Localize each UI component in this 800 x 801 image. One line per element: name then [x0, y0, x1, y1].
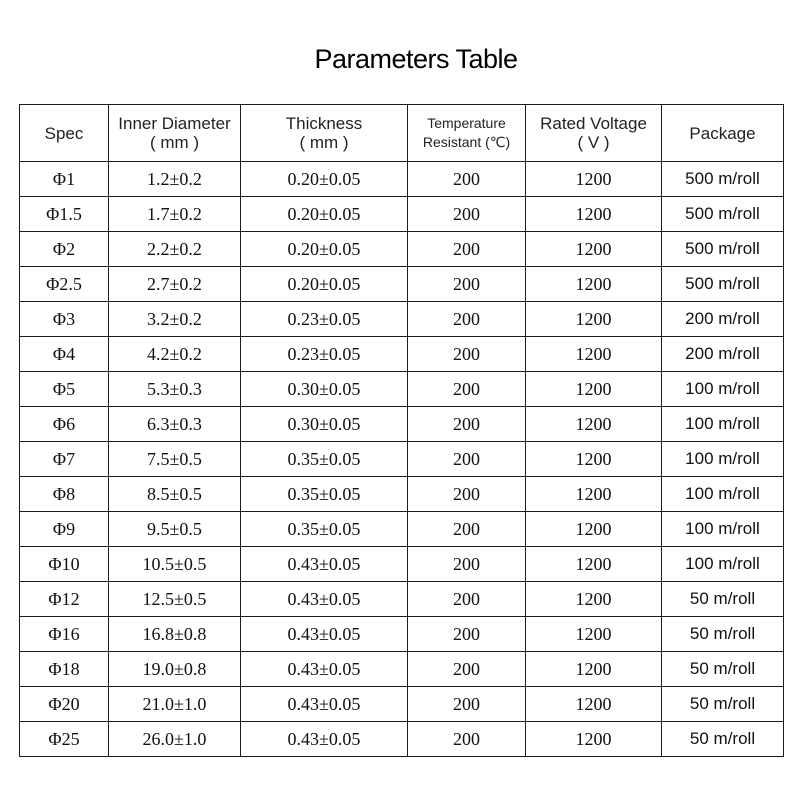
- table-row: [20, 547, 784, 582]
- cell-temperature: 200: [408, 407, 526, 442]
- cell-spec: Φ7: [20, 442, 109, 477]
- cell-spec: Φ6: [20, 407, 109, 442]
- header-thickness: [241, 105, 408, 162]
- cell-temperature: 200: [408, 442, 526, 477]
- table-row: [20, 442, 784, 477]
- table-row: [20, 162, 784, 197]
- cell-spec: Φ2: [20, 232, 109, 267]
- cell-spec: Φ3: [20, 302, 109, 337]
- cell-spec: Φ1: [20, 162, 109, 197]
- header-rated-voltage-label: Rated Voltage: [540, 114, 647, 133]
- cell-thickness: 0.20±0.05: [241, 197, 408, 232]
- cell-inner-diameter: 16.8±0.8: [109, 617, 241, 652]
- cell-rated-voltage: 1200: [526, 267, 662, 302]
- header-temperature-label: Temperature: [427, 115, 506, 131]
- cell-package: 100 m/roll: [662, 407, 784, 442]
- cell-temperature: 200: [408, 547, 526, 582]
- header-package-label: Package: [689, 123, 756, 143]
- cell-thickness: 0.43±0.05: [241, 722, 408, 757]
- cell-inner-diameter: 8.5±0.5: [109, 477, 241, 512]
- cell-spec: Φ2.5: [20, 267, 109, 302]
- header-inner-diameter-unit: ( mm ): [149, 133, 200, 152]
- cell-package: 100 m/roll: [662, 442, 784, 477]
- table-row: [20, 372, 784, 407]
- table-header: [20, 105, 784, 162]
- cell-temperature: 200: [408, 652, 526, 687]
- cell-temperature: 200: [408, 162, 526, 197]
- header-spec: [20, 105, 109, 162]
- cell-spec: Φ18: [20, 652, 109, 687]
- header-package: [662, 105, 784, 162]
- cell-spec: Φ20: [20, 687, 109, 722]
- cell-package: 100 m/roll: [662, 372, 784, 407]
- cell-inner-diameter: 2.7±0.2: [109, 267, 241, 302]
- cell-rated-voltage: 1200: [526, 547, 662, 582]
- cell-rated-voltage: 1200: [526, 372, 662, 407]
- cell-spec: Φ12: [20, 582, 109, 617]
- cell-package: 200 m/roll: [662, 302, 784, 337]
- cell-package: 200 m/roll: [662, 337, 784, 372]
- cell-spec: Φ25: [20, 722, 109, 757]
- cell-inner-diameter: 19.0±0.8: [109, 652, 241, 687]
- cell-thickness: 0.43±0.05: [241, 582, 408, 617]
- cell-inner-diameter: 1.7±0.2: [109, 197, 241, 232]
- cell-temperature: 200: [408, 477, 526, 512]
- cell-thickness: 0.43±0.05: [241, 652, 408, 687]
- cell-package: 50 m/roll: [662, 617, 784, 652]
- cell-thickness: 0.35±0.05: [241, 442, 408, 477]
- cell-package: 50 m/roll: [662, 722, 784, 757]
- cell-spec: Φ9: [20, 512, 109, 547]
- cell-package: 100 m/roll: [662, 512, 784, 547]
- cell-temperature: 200: [408, 512, 526, 547]
- cell-spec: Φ8: [20, 477, 109, 512]
- cell-temperature: 200: [408, 302, 526, 337]
- table-row: [20, 232, 784, 267]
- cell-thickness: 0.30±0.05: [241, 407, 408, 442]
- cell-inner-diameter: 26.0±1.0: [109, 722, 241, 757]
- cell-package: 500 m/roll: [662, 232, 784, 267]
- cell-rated-voltage: 1200: [526, 687, 662, 722]
- cell-rated-voltage: 1200: [526, 617, 662, 652]
- cell-temperature: 200: [408, 687, 526, 722]
- cell-spec: Φ10: [20, 547, 109, 582]
- cell-spec: Φ5: [20, 372, 109, 407]
- cell-package: 500 m/roll: [662, 267, 784, 302]
- header-thickness-label: Thickness: [285, 114, 363, 133]
- cell-temperature: 200: [408, 197, 526, 232]
- cell-temperature: 200: [408, 372, 526, 407]
- table-row: [20, 267, 784, 302]
- cell-inner-diameter: 12.5±0.5: [109, 582, 241, 617]
- cell-thickness: 0.43±0.05: [241, 547, 408, 582]
- cell-thickness: 0.20±0.05: [241, 162, 408, 197]
- cell-rated-voltage: 1200: [526, 582, 662, 617]
- cell-rated-voltage: 1200: [526, 722, 662, 757]
- cell-rated-voltage: 1200: [526, 407, 662, 442]
- cell-rated-voltage: 1200: [526, 302, 662, 337]
- cell-inner-diameter: 4.2±0.2: [109, 337, 241, 372]
- header-temperature: [408, 105, 526, 162]
- header-rated-voltage: [526, 105, 662, 162]
- cell-temperature: 200: [408, 582, 526, 617]
- cell-thickness: 0.30±0.05: [241, 372, 408, 407]
- table-row: [20, 652, 784, 687]
- header-row: [20, 105, 784, 162]
- cell-spec: Φ16: [20, 617, 109, 652]
- cell-package: 500 m/roll: [662, 197, 784, 232]
- cell-inner-diameter: 21.0±1.0: [109, 687, 241, 722]
- cell-temperature: 200: [408, 232, 526, 267]
- cell-package: 100 m/roll: [662, 477, 784, 512]
- cell-inner-diameter: 5.3±0.3: [109, 372, 241, 407]
- page-title: Parameters Table: [314, 44, 518, 74]
- cell-rated-voltage: 1200: [526, 477, 662, 512]
- cell-spec: Φ1.5: [20, 197, 109, 232]
- header-temperature-unit: Resistant (℃): [422, 134, 511, 150]
- cell-temperature: 200: [408, 337, 526, 372]
- cell-temperature: 200: [408, 617, 526, 652]
- cell-temperature: 200: [408, 267, 526, 302]
- cell-inner-diameter: 9.5±0.5: [109, 512, 241, 547]
- table-body: [20, 162, 784, 757]
- cell-temperature: 200: [408, 722, 526, 757]
- table-row: [20, 687, 784, 722]
- table-row: [20, 722, 784, 757]
- cell-inner-diameter: 6.3±0.3: [109, 407, 241, 442]
- cell-rated-voltage: 1200: [526, 442, 662, 477]
- cell-package: 50 m/roll: [662, 652, 784, 687]
- cell-thickness: 0.35±0.05: [241, 477, 408, 512]
- cell-package: 50 m/roll: [662, 687, 784, 722]
- parameters-table: [19, 104, 784, 757]
- cell-rated-voltage: 1200: [526, 232, 662, 267]
- cell-rated-voltage: 1200: [526, 162, 662, 197]
- table-row: [20, 302, 784, 337]
- cell-rated-voltage: 1200: [526, 512, 662, 547]
- cell-thickness: 0.23±0.05: [241, 337, 408, 372]
- cell-package: 50 m/roll: [662, 582, 784, 617]
- table-row: [20, 477, 784, 512]
- cell-thickness: 0.43±0.05: [241, 687, 408, 722]
- table-row: [20, 617, 784, 652]
- cell-package: 500 m/roll: [662, 162, 784, 197]
- cell-thickness: 0.20±0.05: [241, 232, 408, 267]
- cell-inner-diameter: 10.5±0.5: [109, 547, 241, 582]
- table-row: [20, 197, 784, 232]
- table-row: [20, 407, 784, 442]
- cell-thickness: 0.43±0.05: [241, 617, 408, 652]
- header-rated-voltage-unit: ( V ): [577, 133, 610, 152]
- header-inner-diameter-label: Inner Diameter: [118, 114, 231, 133]
- cell-inner-diameter: 3.2±0.2: [109, 302, 241, 337]
- table-row: [20, 582, 784, 617]
- cell-inner-diameter: 7.5±0.5: [109, 442, 241, 477]
- cell-rated-voltage: 1200: [526, 197, 662, 232]
- cell-rated-voltage: 1200: [526, 337, 662, 372]
- header-thickness-unit: ( mm ): [299, 133, 349, 152]
- cell-spec: Φ4: [20, 337, 109, 372]
- cell-thickness: 0.20±0.05: [241, 267, 408, 302]
- header-inner-diameter: [109, 105, 241, 162]
- cell-rated-voltage: 1200: [526, 652, 662, 687]
- cell-package: 100 m/roll: [662, 547, 784, 582]
- header-spec-label: Spec: [44, 123, 84, 143]
- table-row: [20, 512, 784, 547]
- cell-thickness: 0.23±0.05: [241, 302, 408, 337]
- table-row: [20, 337, 784, 372]
- cell-thickness: 0.35±0.05: [241, 512, 408, 547]
- cell-inner-diameter: 2.2±0.2: [109, 232, 241, 267]
- cell-inner-diameter: 1.2±0.2: [109, 162, 241, 197]
